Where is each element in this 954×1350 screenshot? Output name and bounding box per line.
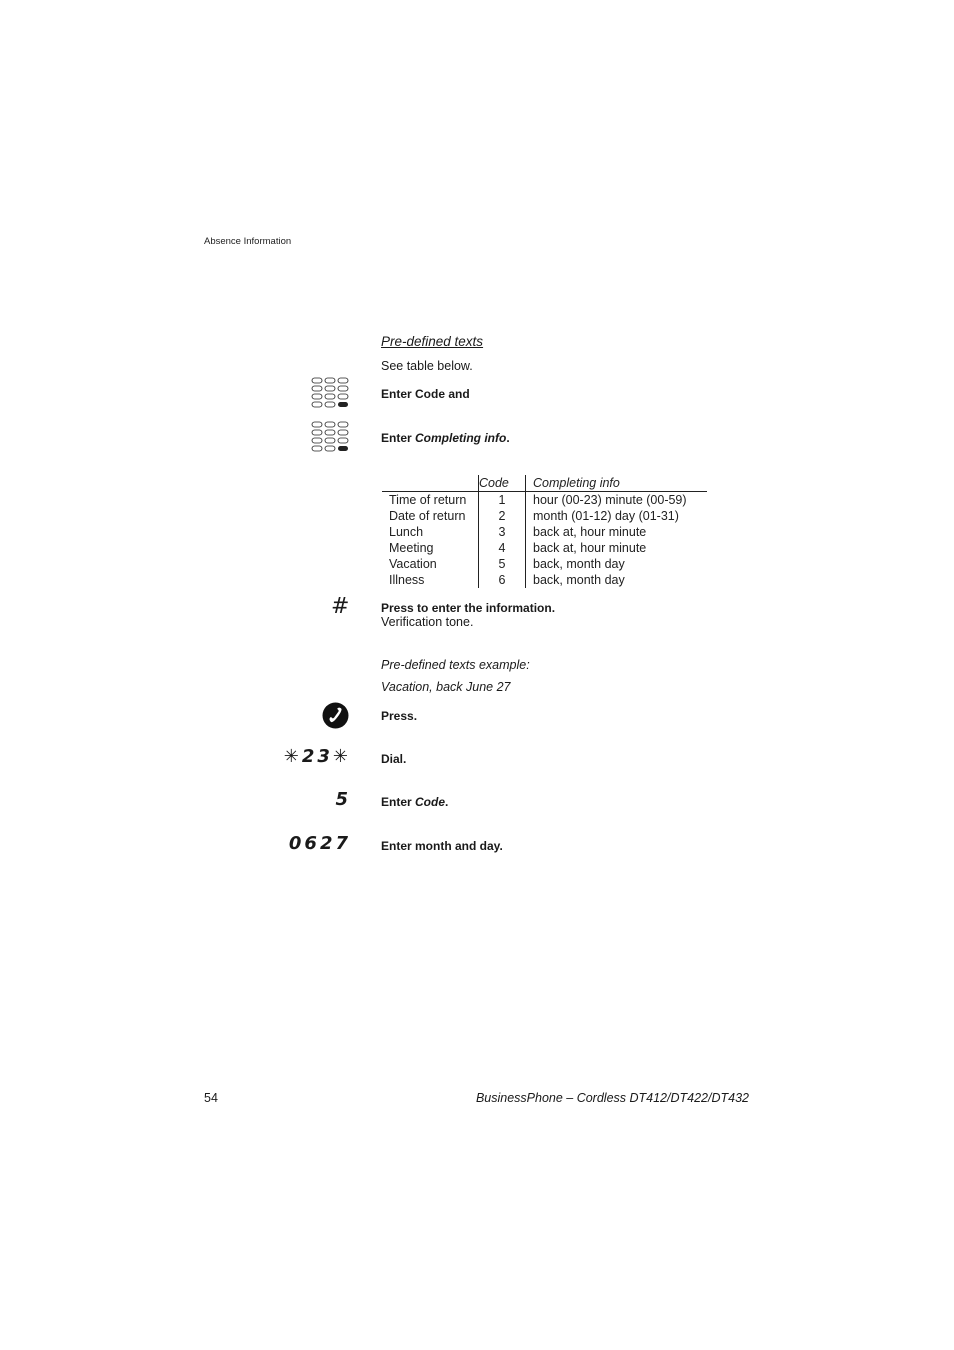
- table-row: [382, 556, 707, 572]
- footer-title: BusinessPhone – Cordless DT412/DT422/DT432: [475, 1091, 749, 1105]
- enter-date-step: Enter month and day.: [381, 839, 503, 853]
- keypad-icon: [309, 420, 351, 456]
- table-cell: 2: [479, 508, 526, 524]
- table-header-row: [382, 475, 707, 492]
- hash-key-icon: #: [331, 594, 350, 619]
- section-title: Pre-defined texts: [381, 334, 484, 349]
- table-cell: month (01-12) day (01-31): [526, 508, 708, 524]
- table-cell: Vacation: [389, 557, 437, 571]
- table-cell: hour (00-23) minute (00-59): [526, 492, 708, 509]
- table-row: [382, 492, 707, 509]
- press-hash-step: Press to enter the information.: [381, 601, 556, 615]
- example-title: Pre-defined texts example:: [381, 658, 530, 672]
- table-cell: Date of return: [389, 509, 466, 523]
- table-cell: Illness: [389, 573, 425, 587]
- table-row: [382, 524, 707, 540]
- enter-code-step: Enter Code and: [381, 387, 470, 401]
- example-subtitle: Vacation, back June 27: [381, 680, 511, 694]
- date-keys-sequence: 0627: [288, 833, 351, 854]
- table-cell: back, month day: [526, 556, 708, 572]
- table-cell: back at, hour minute: [526, 540, 708, 556]
- table-cell: Time of return: [389, 493, 467, 507]
- table-row: [382, 540, 707, 556]
- dial-keys-sequence: ✳23✳: [283, 746, 351, 767]
- see-table-text: See table below.: [381, 359, 473, 373]
- enter-completing-info-step: Enter Completing info.: [381, 431, 510, 445]
- running-header: Absence Information: [204, 236, 292, 247]
- page-number: 54: [204, 1091, 218, 1105]
- table-cell: Lunch: [389, 525, 424, 539]
- codes-table: [382, 475, 707, 588]
- phone-handset-icon: [322, 702, 349, 729]
- dial-step: Dial.: [381, 752, 407, 766]
- table-cell: 6: [479, 572, 526, 588]
- table-cell: 1: [479, 492, 526, 509]
- table-header: Completing info: [526, 475, 708, 492]
- verification-tone-note: Verification tone.: [381, 615, 474, 629]
- table-cell: back at, hour minute: [526, 524, 708, 540]
- table-header: Code: [479, 475, 526, 492]
- table-row: [382, 572, 707, 588]
- table-cell: 3: [479, 524, 526, 540]
- keypad-icon: [309, 376, 351, 412]
- table-cell: 5: [479, 556, 526, 572]
- press-step: Press.: [381, 709, 418, 723]
- enter-code-example-step: Enter Code.: [381, 795, 449, 809]
- table-header: [382, 475, 479, 492]
- table-cell: back, month day: [526, 572, 708, 588]
- table-cell: 4: [479, 540, 526, 556]
- table-cell: Meeting: [389, 541, 434, 555]
- table-row: [382, 508, 707, 524]
- code-key: 5: [335, 789, 351, 810]
